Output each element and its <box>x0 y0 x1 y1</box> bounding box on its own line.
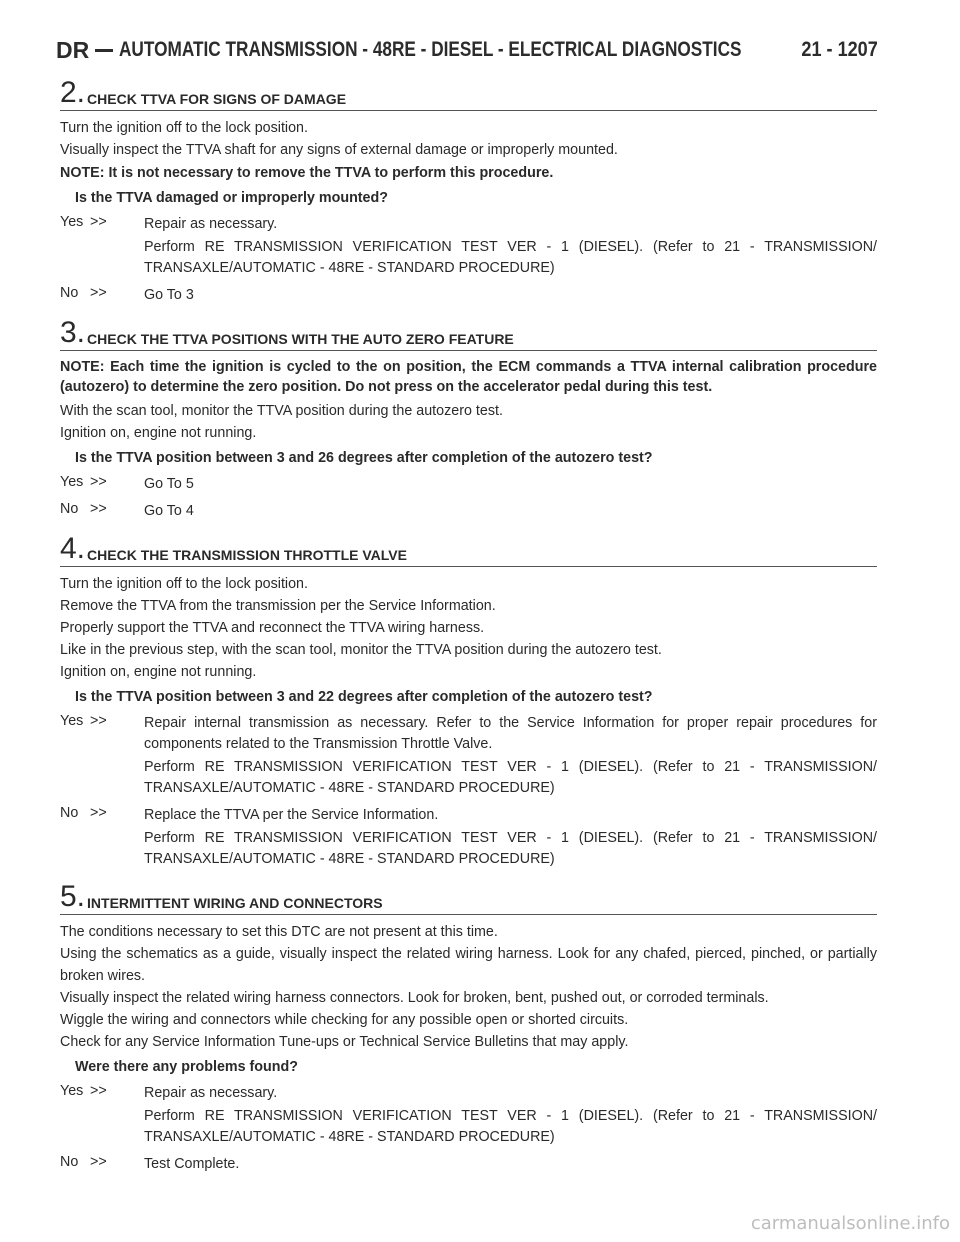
answer-line: Perform RE TRANSMISSION VERIFICATION TEST VER - 1 (DIESEL). (Refer to 21 - TRANSMISSION/ TRANSAXLE/AUTOMATIC - 48RE - STANDARD PROCEDURE) <box>144 758 877 796</box>
step-heading <box>60 316 877 351</box>
instruction-line: Visually inspect the TTVA shaft for any signs of external damage or improperly mounted. <box>60 142 618 158</box>
step-title: CHECK TTVA FOR SIGNS OF DAMAGE <box>87 91 347 107</box>
answer-no <box>60 805 877 870</box>
instruction-line: Turn the ignition off to the lock position. <box>60 120 308 136</box>
instruction-line: Ignition on, engine not running. <box>60 663 257 680</box>
answer-no <box>60 1154 877 1175</box>
step-heading <box>60 532 877 567</box>
answer-line: Repair internal transmission as necessary. Refer to the Service Information for proper repair procedures for components related to the Transmission Throttle Valve. <box>144 714 877 752</box>
answer-label: Yes <box>60 213 84 230</box>
answer-body <box>144 713 877 799</box>
answer-arrow: >> <box>90 500 107 517</box>
answer-line: Repair as necessary. <box>144 215 278 232</box>
instruction-line: Ignition on, engine not running. <box>60 424 257 441</box>
answer-label: Yes <box>60 712 84 729</box>
answer-label: No <box>60 1153 79 1170</box>
step-title: CHECK THE TTVA POSITIONS WITH THE AUTO ZERO FEATURE <box>87 330 514 347</box>
header-rule <box>95 49 113 52</box>
answer-label: Yes <box>60 1082 84 1099</box>
answer-body <box>144 1154 877 1175</box>
question: Is the TTVA position between 3 and 22 degrees after completion of the autozero test? <box>75 688 653 705</box>
answer-line: Repair as necessary. <box>144 1084 278 1101</box>
step-title: INTERMITTENT WIRING AND CONNECTORS <box>87 894 383 911</box>
instruction-line: Visually inspect the related wiring harness connectors. Look for broken, bent, pushed out, or corroded terminals. <box>60 989 769 1006</box>
question: Is the TTVA damaged or improperly mounted? <box>75 189 388 206</box>
step-heading <box>60 880 877 915</box>
answer-arrow: >> <box>90 213 107 230</box>
answer-body <box>144 474 877 495</box>
instruction-line: Like in the previous step, with the scan tool, monitor the TTVA position during the autozero test. <box>60 641 662 658</box>
answer-body <box>144 214 877 279</box>
step-2 <box>60 76 877 306</box>
answer-arrow: >> <box>90 712 107 729</box>
answer-arrow: >> <box>90 473 107 490</box>
header-section-code: DR <box>56 36 90 63</box>
answer-label: No <box>60 500 79 517</box>
step-heading <box>60 76 877 111</box>
step-number: 5. <box>60 879 86 913</box>
answer-label: No <box>60 804 79 821</box>
step-title: CHECK THE TRANSMISSION THROTTLE VALVE <box>87 546 407 563</box>
answer-line: Perform RE TRANSMISSION VERIFICATION TEST VER - 1 (DIESEL). (Refer to 21 - TRANSMISSION/ TRANSAXLE/AUTOMATIC - 48RE - STANDARD PROCEDURE) <box>144 1107 877 1145</box>
answer-no <box>60 501 877 522</box>
answer-yes <box>60 713 877 799</box>
step-number: 2. <box>60 76 86 109</box>
answer-yes <box>60 474 877 495</box>
answer-line: Perform RE TRANSMISSION VERIFICATION TEST VER - 1 (DIESEL). (Refer to 21 - TRANSMISSION/ TRANSAXLE/AUTOMATIC - 48RE - STANDARD PROCEDURE) <box>144 829 877 867</box>
answer-body <box>144 1083 877 1148</box>
header-page-number: 21 - 1207 <box>801 38 878 61</box>
answer-body <box>144 285 877 306</box>
answer-arrow: >> <box>90 1153 107 1170</box>
step-4 <box>60 532 877 870</box>
answer-arrow: >> <box>90 1082 107 1099</box>
step-3 <box>60 316 877 522</box>
instruction-line: Using the schematics as a guide, visually inspect the related wiring harness. Look for any chafed, pierced, pinched, or partially broken wires. <box>60 945 877 984</box>
instruction-line: Wiggle the wiring and connectors while checking for any possible open or shorted circuits. <box>60 1011 629 1028</box>
step-number: 3. <box>60 315 86 349</box>
instruction-line: Remove the TTVA from the transmission per the Service Information. <box>60 597 496 614</box>
instruction-line: Check for any Service Information Tune-ups or Technical Service Bulletins that may apply. <box>60 1033 629 1050</box>
instruction-line: Turn the ignition off to the lock position. <box>60 575 308 592</box>
document-body <box>60 76 877 1185</box>
answer-line: Test Complete. <box>144 1155 240 1172</box>
answer-line: Go To 3 <box>144 286 194 303</box>
note: NOTE: Each time the ignition is cycled to the on position, the ECM commands a TTVA internal calibration procedure (autozero) to determine the zero position. Do not press on the accelerator pedal during this test. <box>60 358 877 395</box>
question: Is the TTVA position between 3 and 26 degrees after completion of the autozero test? <box>75 449 653 466</box>
instruction-line: The conditions necessary to set this DTC are not present at this time. <box>60 923 498 940</box>
instruction-line: With the scan tool, monitor the TTVA position during the autozero test. <box>60 402 503 419</box>
answer-line: Go To 4 <box>144 502 194 519</box>
answer-yes <box>60 214 877 279</box>
answer-label: No <box>60 284 79 301</box>
instruction-line: Properly support the TTVA and reconnect the TTVA wiring harness. <box>60 619 485 636</box>
answer-arrow: >> <box>90 284 107 301</box>
step-5 <box>60 880 877 1175</box>
note: NOTE: It is not necessary to remove the TTVA to perform this procedure. <box>60 165 554 181</box>
answer-body <box>144 805 877 870</box>
watermark: carmanualsonline.info <box>750 1213 950 1234</box>
answer-no <box>60 285 877 306</box>
page-header <box>56 34 878 66</box>
header-title: AUTOMATIC TRANSMISSION - 48RE - DIESEL - ELECTRICAL DIAGNOSTICS <box>118 38 742 61</box>
answer-line: Go To 5 <box>144 475 194 492</box>
question: Were there any problems found? <box>75 1058 298 1075</box>
answer-line: Perform RE TRANSMISSION VERIFICATION TEST VER - 1 (DIESEL). (Refer to 21 - TRANSMISSION/ TRANSAXLE/AUTOMATIC - 48RE - STANDARD PROCEDURE) <box>144 238 877 276</box>
answer-arrow: >> <box>90 804 107 821</box>
answer-label: Yes <box>60 473 84 490</box>
answer-yes <box>60 1083 877 1148</box>
answer-line: Replace the TTVA per the Service Information. <box>144 806 439 823</box>
step-number: 4. <box>60 531 86 565</box>
answer-body <box>144 501 877 522</box>
